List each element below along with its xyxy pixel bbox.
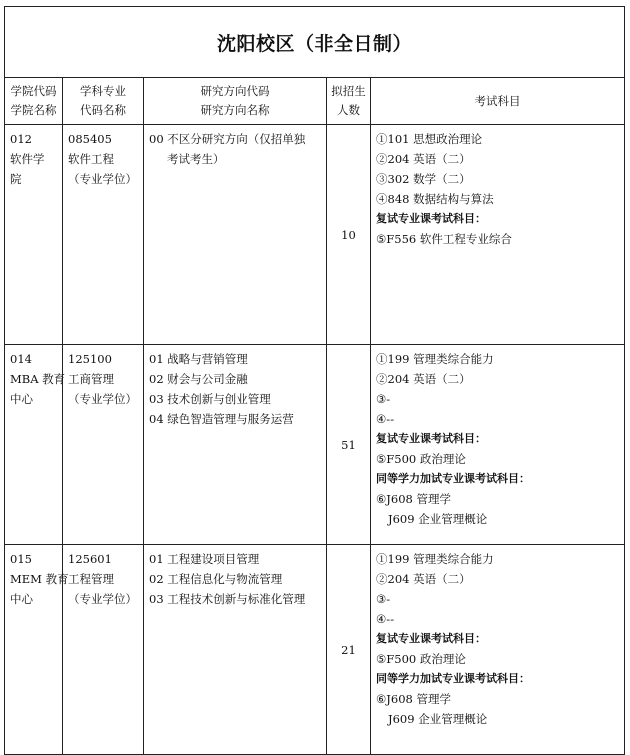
- major-cell: 085405 软件工程 （专业学位）: [63, 125, 144, 345]
- table-row: [5, 545, 625, 755]
- quota-cell: 51: [327, 345, 371, 545]
- college-cell: 014 MBA 教育 中心: [5, 345, 63, 545]
- table-row: [5, 345, 625, 545]
- table-title: 沈阳校区（非全日制）: [5, 7, 625, 78]
- direction-cell: 01 工程建设项目管理 02 工程信息化与物流管理 03 工程技术创新与标准化管理: [144, 545, 327, 755]
- header-major: 学科专业 代码名称: [63, 78, 144, 125]
- direction-cell: 00 不区分研究方向（仅招单独 考试考生）: [144, 125, 327, 345]
- direction-cell: 01 战略与营销管理 02 财会与公司金融 03 技术创新与创业管理 04 绿色智造管理与服务运营: [144, 345, 327, 545]
- exams-cell: ①101 思想政治理论 ②204 英语（二） ③302 数学（二） ④848 数据结构与算法 复试专业课考试科目： ⑤F556 软件工程专业综合: [371, 125, 625, 345]
- header-row: [5, 78, 625, 125]
- college-cell: 012 软件学 院: [5, 125, 63, 345]
- exams-cell: ①199 管理类综合能力 ②204 英语（二） ③- ④-- 复试专业课考试科目： ⑤F500 政治理论 同等学力加试专业课考试科目： ⑥J608 管理学 J609 企业管理概论: [371, 345, 625, 545]
- major-cell: 125601 工程管理 （专业学位）: [63, 545, 144, 755]
- header-direction: 研究方向代码 研究方向名称: [144, 78, 327, 125]
- quota-cell: 10: [327, 125, 371, 345]
- major-cell: 125100 工商管理 （专业学位）: [63, 345, 144, 545]
- header-quota: 拟招生 人数: [327, 78, 371, 125]
- admissions-table-sheet: [4, 6, 624, 755]
- header-college: 学院代码 学院名称: [5, 78, 63, 125]
- header-exams: 考试科目: [371, 78, 625, 125]
- quota-cell: 21: [327, 545, 371, 755]
- table-row: [5, 125, 625, 345]
- admissions-table: [4, 6, 625, 755]
- college-cell: 015 MEM 教育 中心: [5, 545, 63, 755]
- exams-cell: ①199 管理类综合能力 ②204 英语（二） ③- ④-- 复试专业课考试科目： ⑤F500 政治理论 同等学力加试专业课考试科目： ⑥J608 管理学 J609 企业管理概论: [371, 545, 625, 755]
